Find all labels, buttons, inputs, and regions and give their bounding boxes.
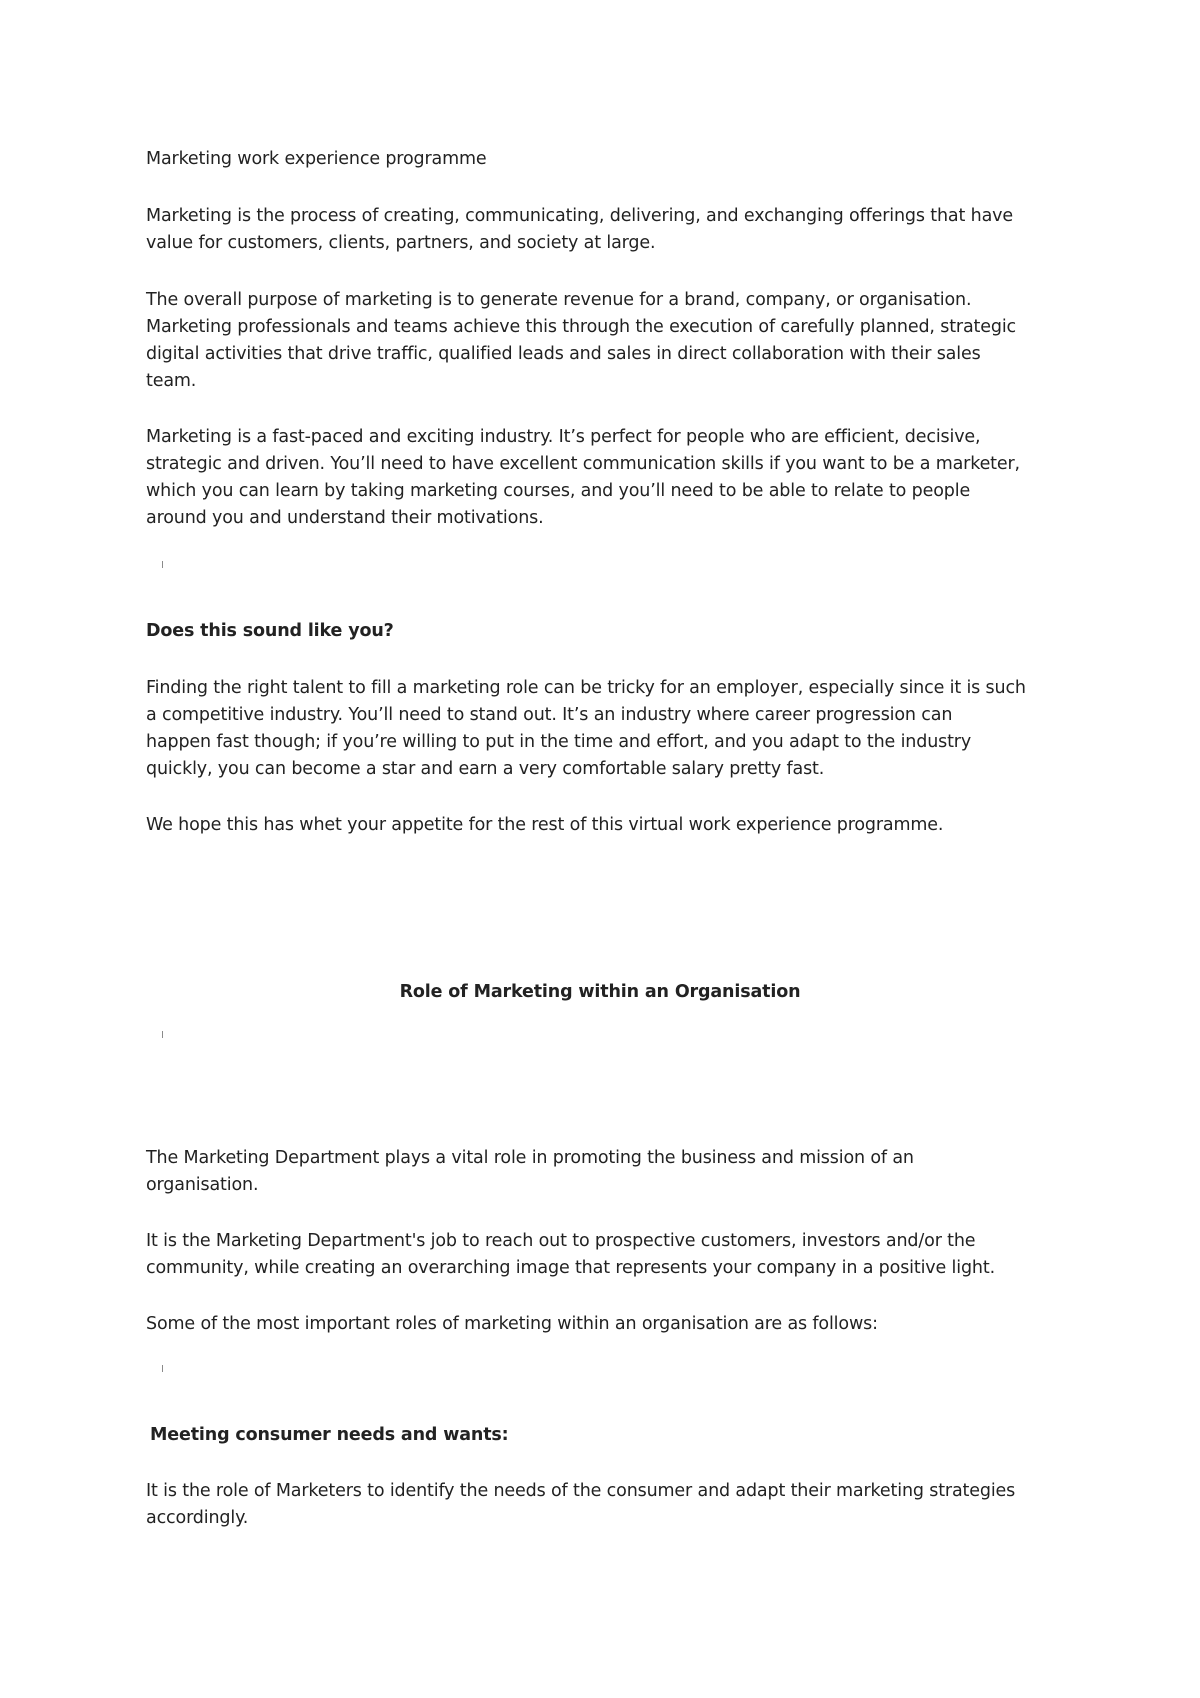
image-placeholder-mark	[162, 1365, 163, 1372]
sound-like-you-paragraph-line-3: happen fast though; if you’re willing to put in the time and effort, and you adapt to the industry	[146, 732, 972, 752]
sound-like-you-closing-paragraph: We hope this has whet your appetite for the rest of this virtual work experience programme.	[146, 815, 944, 835]
role-paragraph-3: Some of the most important roles of marketing within an organisation are as follows:	[146, 1314, 878, 1334]
consumer-needs-paragraph-line-2: accordingly.	[146, 1508, 249, 1528]
intro-paragraph-2-line-1: The overall purpose of marketing is to generate revenue for a brand, company, or organisation.	[146, 290, 972, 310]
intro-paragraph-2-line-4: team.	[146, 371, 197, 391]
intro-paragraph-1-line-2: value for customers, clients, partners, and society at large.	[146, 233, 656, 253]
role-paragraph-2-line-1: It is the Marketing Department's job to reach out to prospective customers, investors and/or the	[146, 1231, 976, 1251]
intro-paragraph-2-line-2: Marketing professionals and teams achieve this through the execution of carefully planned, strategic	[146, 317, 1016, 337]
intro-paragraph-3-line-1: Marketing is a fast-paced and exciting industry. It’s perfect for people who are efficient, decisive,	[146, 427, 981, 447]
consumer-needs-paragraph-line-1: It is the role of Marketers to identify the needs of the consumer and adapt their marketing strategies	[146, 1481, 1016, 1501]
sound-like-you-paragraph-line-4: quickly, you can become a star and earn a very comfortable salary pretty fast.	[146, 759, 825, 779]
document-title: Marketing work experience programme	[146, 149, 487, 169]
sound-like-you-paragraph-line-1: Finding the right talent to fill a marketing role can be tricky for an employer, especially since it is such	[146, 678, 1026, 698]
section-heading-role-of-marketing: Role of Marketing within an Organisation	[399, 982, 801, 1002]
intro-paragraph-1-line-1: Marketing is the process of creating, communicating, delivering, and exchanging offerings that have	[146, 206, 1013, 226]
intro-paragraph-3-line-4: around you and understand their motivations.	[146, 508, 544, 528]
sound-like-you-paragraph-line-2: a competitive industry. You’ll need to stand out. It’s an industry where career progression can	[146, 705, 953, 725]
image-placeholder-mark	[162, 1031, 163, 1038]
intro-paragraph-2-line-3: digital activities that drive traffic, qualified leads and sales in direct collaboration with their sales	[146, 344, 981, 364]
role-paragraph-1-line-1: The Marketing Department plays a vital role in promoting the business and mission of an	[146, 1148, 914, 1168]
intro-paragraph-3-line-3: which you can learn by taking marketing courses, and you’ll need to be able to relate to people	[146, 481, 971, 501]
role-paragraph-1-line-2: organisation.	[146, 1175, 259, 1195]
section-heading-consumer-needs: Meeting consumer needs and wants:	[150, 1425, 509, 1445]
section-heading-sound-like-you: Does this sound like you?	[146, 621, 394, 641]
intro-paragraph-3-line-2: strategic and driven. You’ll need to have excellent communication skills if you want to be a marketer,	[146, 454, 1020, 474]
image-placeholder-mark	[162, 561, 163, 568]
role-paragraph-2-line-2: community, while creating an overarching image that represents your company in a positive light.	[146, 1258, 995, 1278]
